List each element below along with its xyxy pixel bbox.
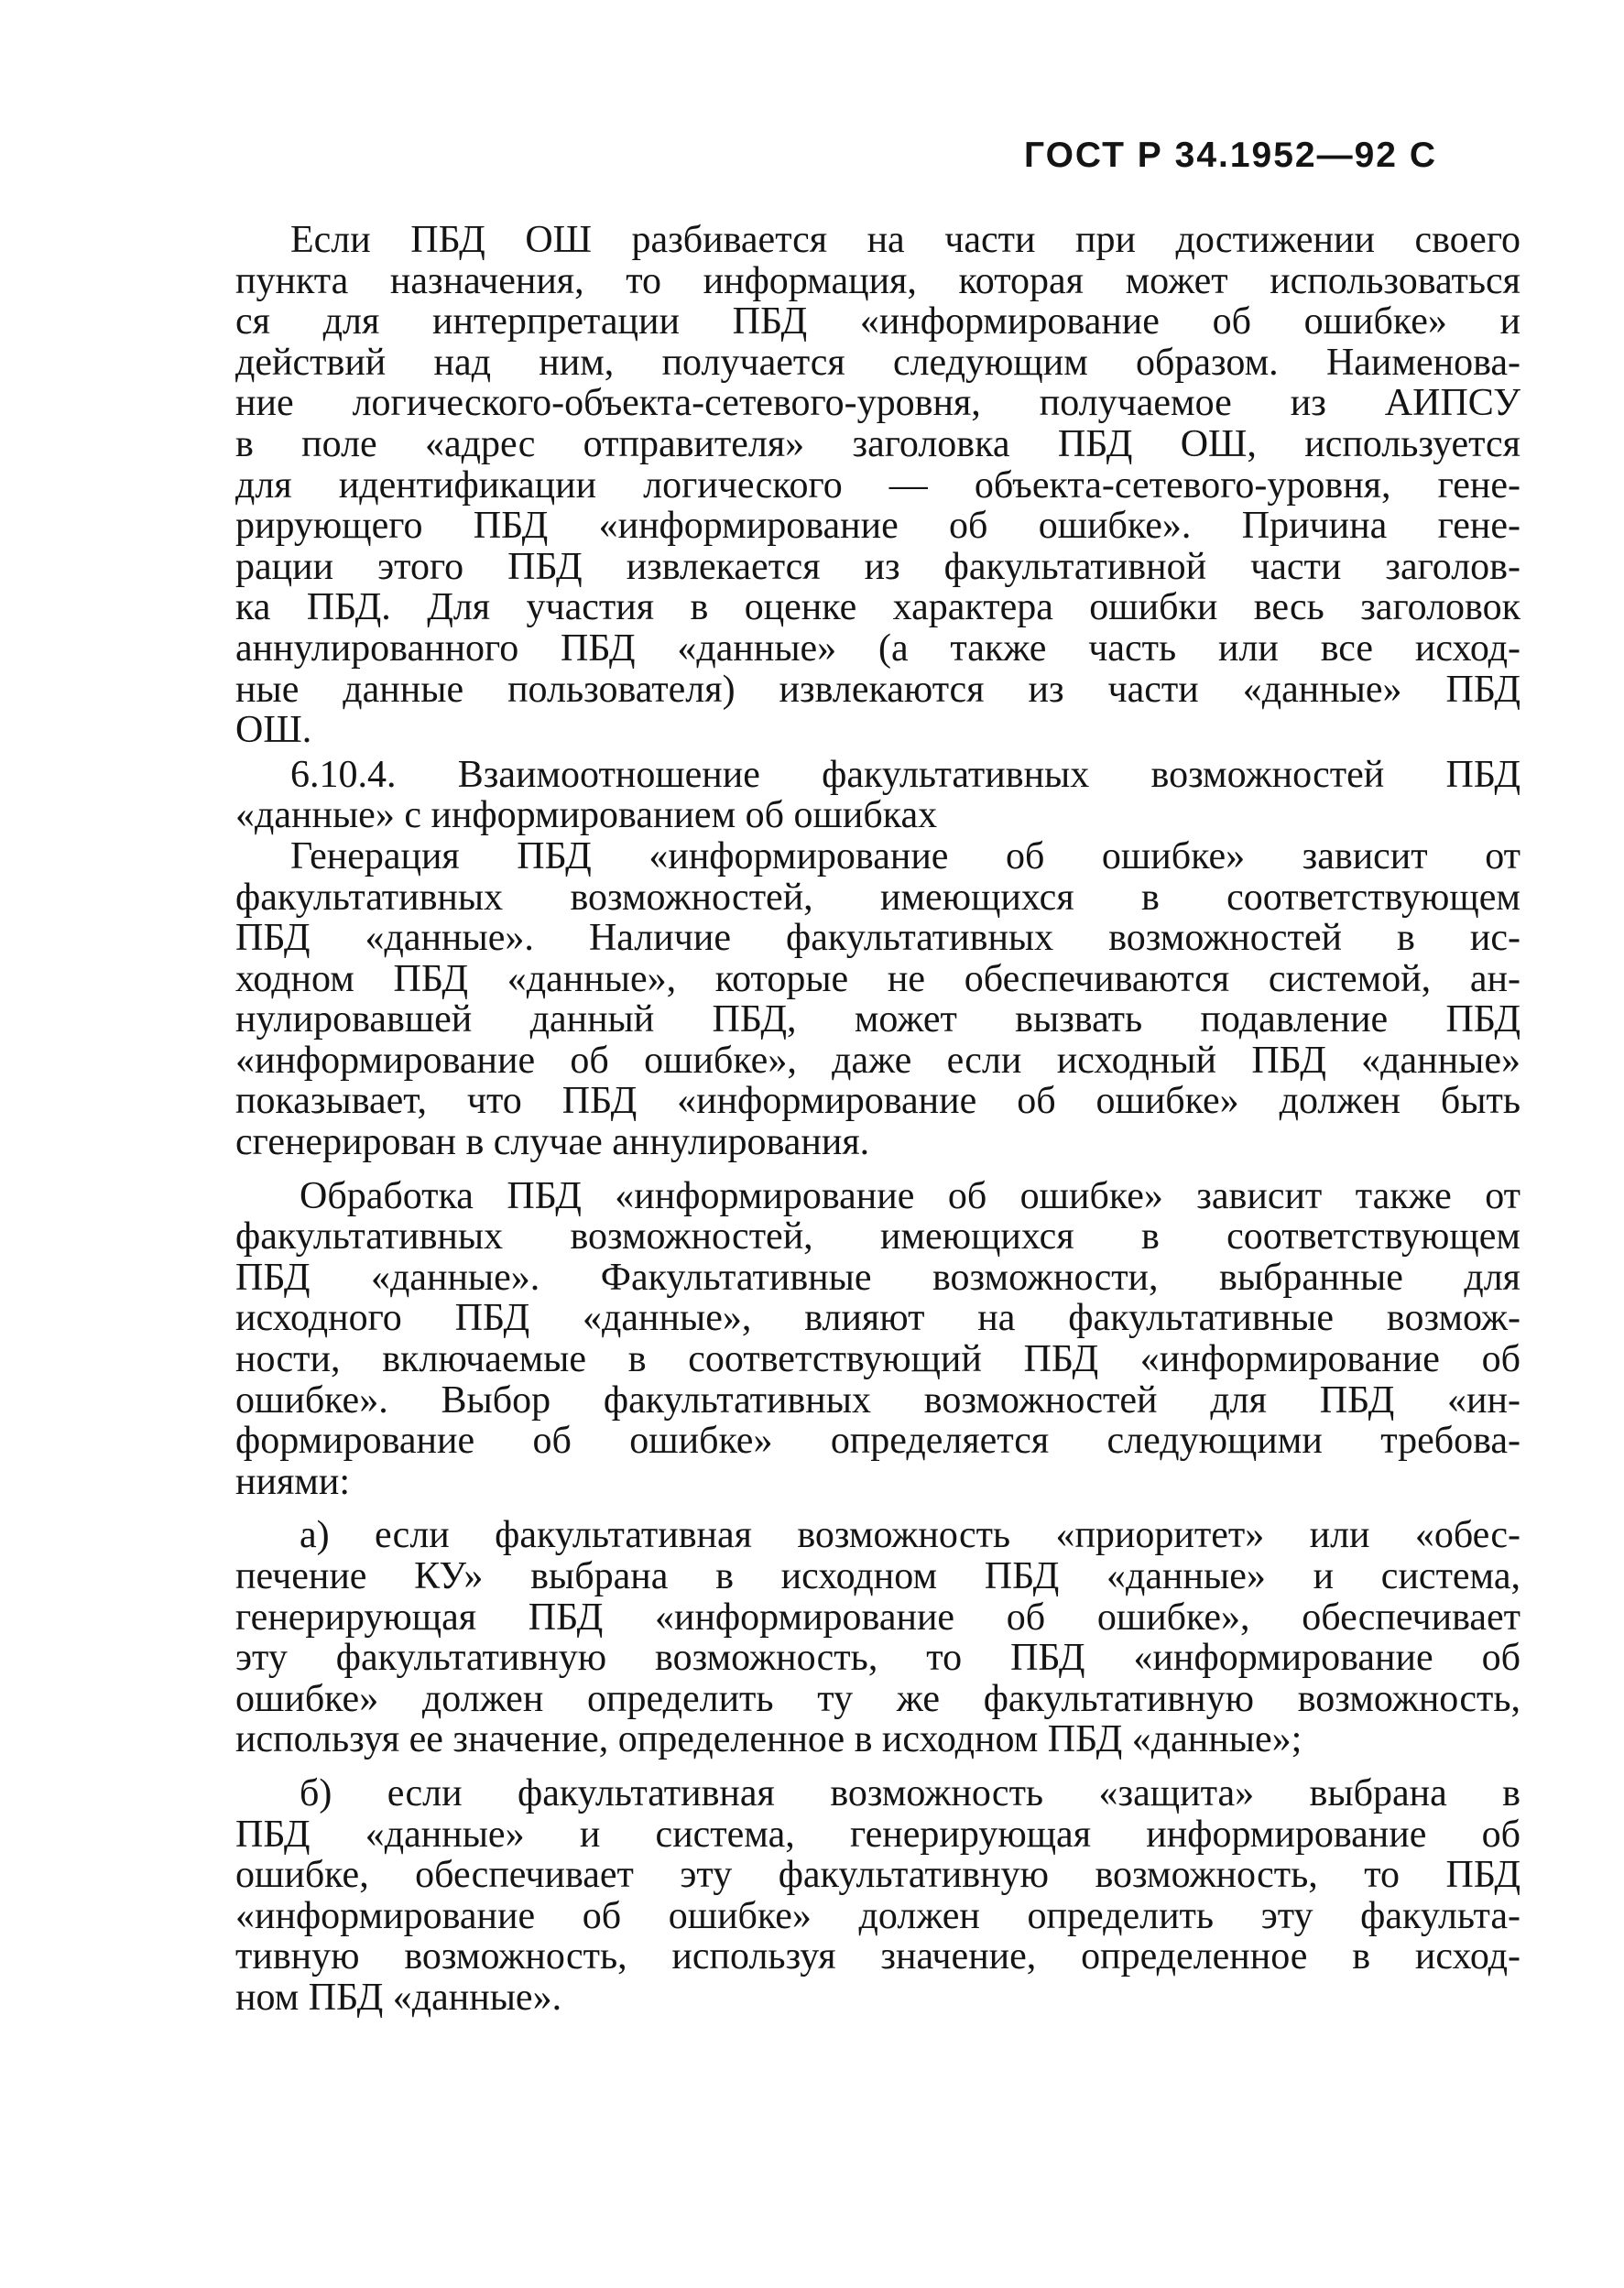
- paragraph-gap: [235, 1163, 1520, 1176]
- text-line: факультативных возможностей, имеющихся в соответствующем: [235, 876, 1520, 919]
- text-line: формирование об ошибке» определяется следующими требова-: [235, 1420, 1520, 1463]
- text-line: ниями:: [235, 1460, 350, 1503]
- text-line: ные данные пользователя) извлекаются из части «данные» ПБД: [235, 668, 1520, 711]
- text-line: ПБД «данные». Наличие факультативных возможностей в ис-: [235, 917, 1520, 960]
- text-line: ошибке». Выбор факультативных возможностей для ПБД «ин-: [235, 1378, 1520, 1422]
- text-line: Если ПБД ОШ разбивается на части при достижении своего: [290, 219, 1520, 261]
- text-line: тивную возможность, используя значение, определенное в исход-: [235, 1935, 1520, 1978]
- text-line: ошибке» должен определить ту же факультативную возможность,: [235, 1677, 1520, 1720]
- text-line: ном ПБД «данные».: [235, 1976, 562, 2019]
- document-body: [235, 220, 1520, 2019]
- paragraph-gap: [235, 1760, 1520, 1773]
- text-line: пункта назначения, то информация, которая может использоваться: [235, 259, 1520, 302]
- text-line: аннулированного ПБД «данные» (а также часть или все исход-: [235, 626, 1520, 670]
- text-line: эту факультативную возможность, то ПБД «информирование об: [235, 1637, 1520, 1680]
- text-line: действий над ним, получается следующим образом. Наименова-: [235, 341, 1520, 384]
- text-line: используя ее значение, определенное в исходном ПБД «данные»;: [235, 1718, 1302, 1761]
- text-line: показывает, что ПБД «информирование об ошибке» должен быть: [235, 1080, 1520, 1123]
- text-line: ности, включаемые в соответствующий ПБД «информирование об: [235, 1338, 1520, 1381]
- text-line: б) если факультативная возможность «защита» выбрана в: [300, 1771, 1520, 1814]
- text-line: Генерация ПБД «информирование об ошибке» зависит от: [290, 834, 1520, 877]
- text-line: «информирование об ошибке», даже если исходный ПБД «данные»: [235, 1039, 1520, 1082]
- text-line: ка ПБД. Для участия в оценке характера ошибки весь заголовок: [235, 586, 1520, 629]
- text-line: ся для интерпретации ПБД «информирование об ошибке» и: [235, 300, 1520, 343]
- text-line: для идентификации логического — объекта-сетевого-уровня, гене-: [235, 463, 1520, 507]
- text-line: ОШ.: [235, 709, 312, 752]
- text-line: факультативных возможностей, имеющихся в соответствующем: [235, 1215, 1520, 1258]
- text-line: ПБД «данные». Факультативные возможности, выбранные для: [235, 1256, 1520, 1299]
- text-line: «информирование об ошибке» должен определить эту факульта-: [235, 1894, 1520, 1937]
- text-line: генерирующая ПБД «информирование об ошибке», обеспечивает: [235, 1596, 1520, 1639]
- text-line: рирующего ПБД «информирование об ошибке». Причина гене-: [235, 505, 1520, 548]
- text-line: ошибке, обеспечивает эту факультативную возможность, то ПБД: [235, 1854, 1520, 1897]
- paragraph-fragmentation-error: [235, 220, 1520, 751]
- text-line: ние логического-объекта-сетевого-уровня, получаемое из АИПСУ: [235, 382, 1520, 425]
- text-line: «данные» с информированием об ошибках: [235, 794, 938, 837]
- standard-number-header: ГОСТ Р 34.1952—92 С: [1024, 136, 1437, 175]
- text-line: сгенерирован в случае аннулирования.: [235, 1121, 870, 1164]
- text-line: рации этого ПБД извлекается из факультативной части заголов-: [235, 545, 1520, 588]
- list-item-b: [235, 1773, 1520, 2019]
- text-line: печение КУ» выбрана в исходном ПБД «данные» и система,: [235, 1555, 1520, 1597]
- text-line: исходного ПБД «данные», влияют на факультативные возмож-: [235, 1297, 1520, 1340]
- list-item-a: [235, 1515, 1520, 1760]
- text-line: а) если факультативная возможность «приоритет» или «обес-: [300, 1514, 1520, 1557]
- text-line: нулировавшей данный ПБД, может вызвать подавление ПБД: [235, 998, 1520, 1041]
- text-line: 6.10.4. Взаимоотношение факультативных возможностей ПБД: [290, 753, 1520, 796]
- paragraph-error-report-processing: [235, 1176, 1520, 1503]
- paragraph-gap: [235, 1502, 1520, 1515]
- text-line: ПБД «данные» и система, генерирующая информирование об: [235, 1813, 1520, 1856]
- text-line: ходном ПБД «данные», которые не обеспечиваются системой, ан-: [235, 957, 1520, 1000]
- text-line: Обработка ПБД «информирование об ошибке» зависит также от: [300, 1174, 1520, 1217]
- paragraph-error-report-generation: [235, 836, 1520, 1163]
- text-line: в поле «адрес отправителя» заголовка ПБД ОШ, используется: [235, 422, 1520, 465]
- section-heading-6-10-4: [235, 755, 1520, 836]
